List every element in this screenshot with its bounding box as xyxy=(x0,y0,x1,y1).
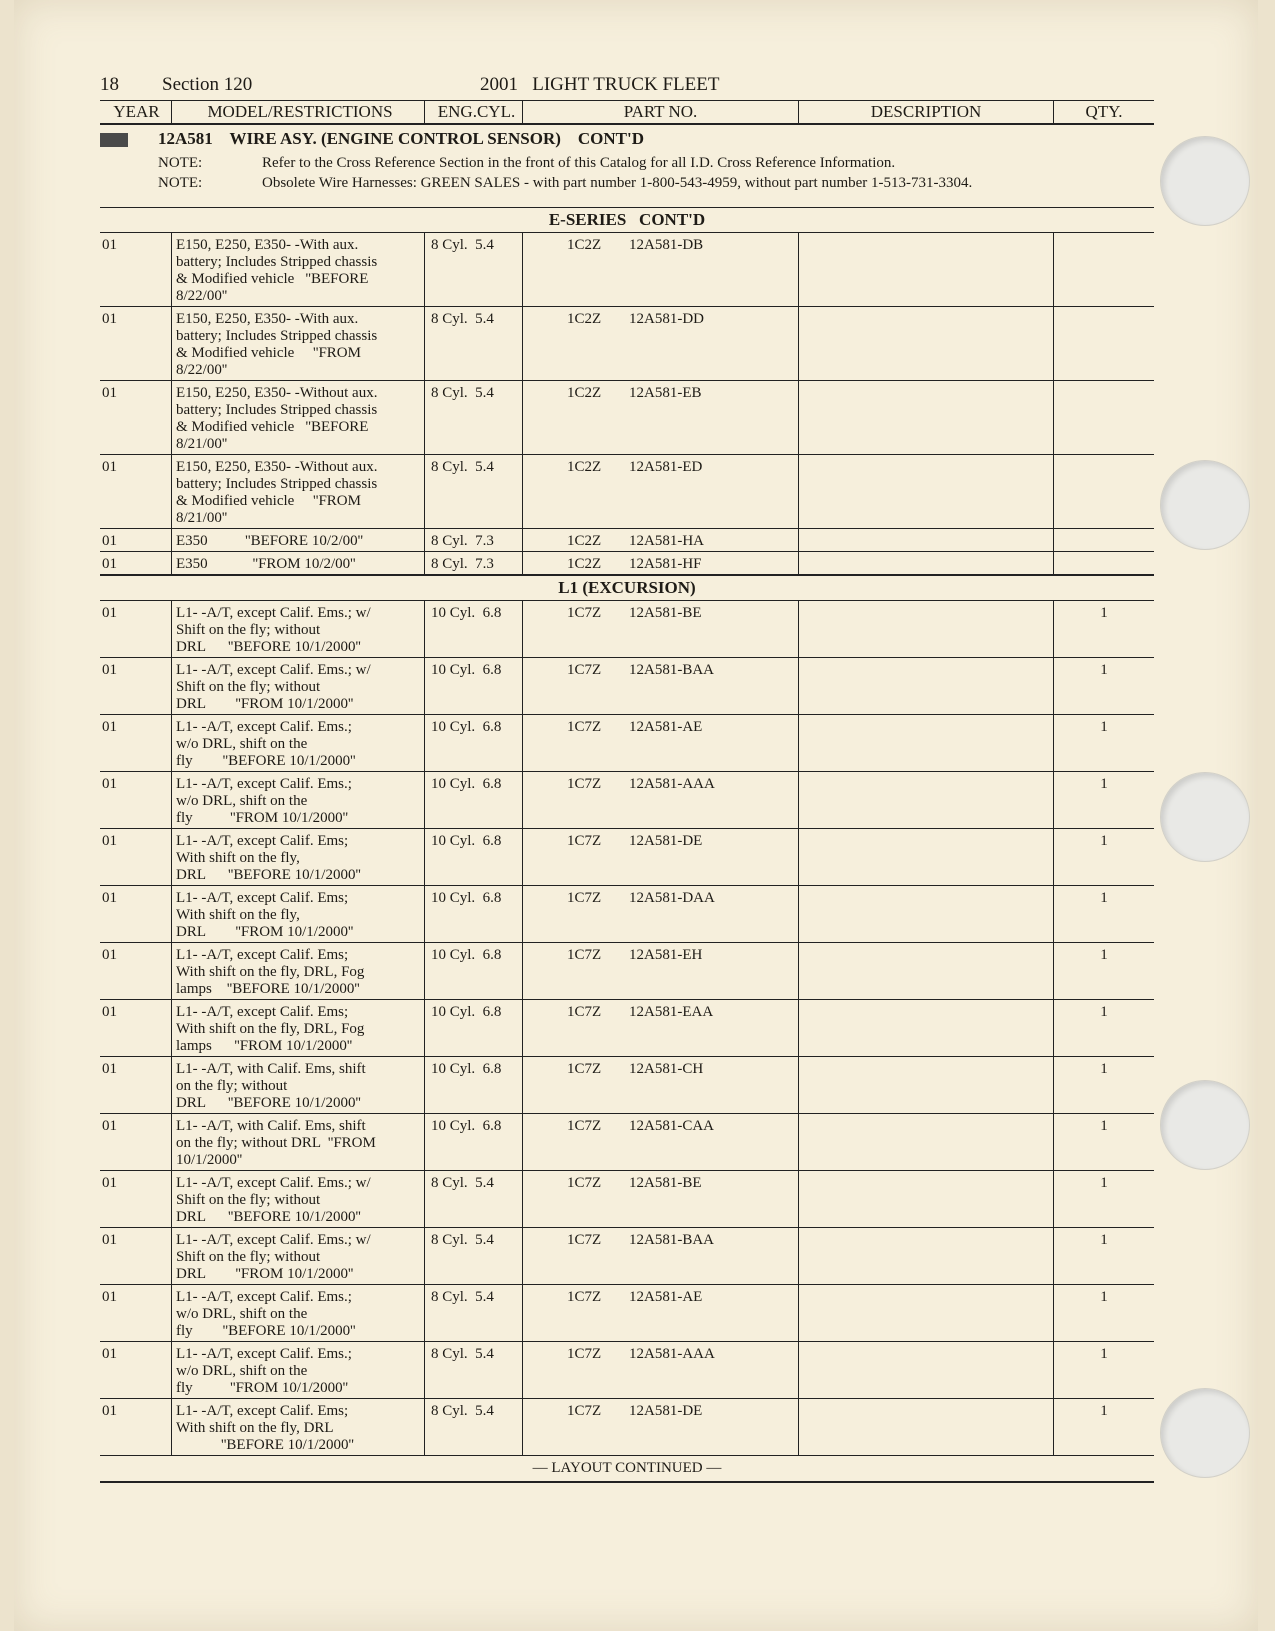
part-number-cell xyxy=(523,529,799,551)
part-prefix: 1C2Z xyxy=(567,311,602,327)
year-cell: 01 xyxy=(100,1114,172,1170)
model-line: E150, E250, E350- -With aux. xyxy=(176,237,359,253)
engine-cell: 10 Cyl. 6.8 xyxy=(425,715,523,771)
model-line: L1- -A/T, except Calif. Ems; xyxy=(176,890,349,906)
column-headers xyxy=(100,100,1154,125)
model-line: battery; Includes Stripped chassis xyxy=(176,402,378,418)
part-prefix: 1C7Z xyxy=(567,719,602,735)
part-number: 12A581-HF xyxy=(629,556,702,572)
model-line: E150, E250, E350- -With aux. xyxy=(176,311,359,327)
year-cell: 01 xyxy=(100,1057,172,1113)
model-line: L1- -A/T, except Calif. Ems; xyxy=(176,1403,349,1419)
model-line: lamps ''FROM 10/1/2000'' xyxy=(176,1038,353,1054)
model-line: & Modified vehicle ''FROM xyxy=(176,493,361,509)
description-cell xyxy=(799,1114,1054,1170)
part-number: 12A581-EAA xyxy=(629,1004,714,1020)
part-number-cell xyxy=(523,1171,799,1227)
model-line: With shift on the fly, xyxy=(176,907,300,923)
part-number-cell xyxy=(523,1114,799,1170)
model-cell xyxy=(172,601,425,657)
model-cell xyxy=(172,1171,425,1227)
model-cell xyxy=(172,307,425,380)
part-number-cell xyxy=(523,381,799,454)
model-cell xyxy=(172,233,425,306)
part-number-cell xyxy=(523,601,799,657)
part-number: 12A581-AE xyxy=(629,1289,703,1305)
qty-cell: 1 xyxy=(1100,662,1108,678)
year-cell: 01 xyxy=(100,455,172,528)
engine-cell: 10 Cyl. 6.8 xyxy=(425,601,523,657)
part-number-cell xyxy=(523,658,799,714)
description-cell xyxy=(799,455,1054,528)
table-row xyxy=(100,233,1154,307)
note-text: Obsolete Wire Harnesses: GREEN SALES - with part number 1-800-543-4959, without part number 1-513-731-3304. xyxy=(262,175,973,191)
engine-cell: 8 Cyl. 5.4 xyxy=(425,381,523,454)
model-line: L1- -A/T, except Calif. Ems.; w/ xyxy=(176,605,371,621)
model-cell xyxy=(172,1285,425,1341)
model-line: L1- -A/T, except Calif. Ems; xyxy=(176,947,349,963)
model-line: L1- -A/T, except Calif. Ems.; w/ xyxy=(176,1175,371,1191)
year-cell: 01 xyxy=(100,772,172,828)
part-number-cell xyxy=(523,1399,799,1455)
engine-cell: 8 Cyl. 5.4 xyxy=(425,307,523,380)
qty-cell: 1 xyxy=(1100,947,1108,963)
model-line: DRL ''BEFORE 10/1/2000'' xyxy=(176,639,361,655)
description-cell xyxy=(799,1171,1054,1227)
model-cell xyxy=(172,1114,425,1170)
section-label: Section 120 xyxy=(162,74,253,95)
part-number: 12A581-BAA xyxy=(629,662,714,678)
description-cell xyxy=(799,601,1054,657)
description-cell xyxy=(799,233,1054,306)
part-number-cell xyxy=(523,552,799,574)
table-row xyxy=(100,829,1154,886)
model-line: 8/22/00'' xyxy=(176,288,228,304)
part-number-cell xyxy=(523,829,799,885)
model-line: L1- -A/T, with Calif. Ems, shift xyxy=(176,1118,366,1134)
part-number: 12A581-AAA xyxy=(629,1346,715,1362)
part-number: 12A581-CAA xyxy=(629,1118,714,1134)
model-line: w/o DRL, shift on the xyxy=(176,1306,308,1322)
part-number: 12A581-DE xyxy=(629,1403,703,1419)
year-cell: 01 xyxy=(100,529,172,551)
table-row xyxy=(100,886,1154,943)
group-marker xyxy=(100,133,128,147)
engine-cell: 8 Cyl. 7.3 xyxy=(425,552,523,574)
table-row xyxy=(100,715,1154,772)
qty-cell: 1 xyxy=(1100,1346,1108,1362)
part-number-cell xyxy=(523,1000,799,1056)
section-title: L1 (EXCURSION) xyxy=(100,575,1154,601)
model-cell xyxy=(172,1342,425,1398)
part-prefix: 1C2Z xyxy=(567,556,602,572)
year-cell: 01 xyxy=(100,307,172,380)
year-cell: 01 xyxy=(100,1399,172,1455)
model-line: With shift on the fly, xyxy=(176,850,300,866)
model-cell xyxy=(172,829,425,885)
qty-cell: 1 xyxy=(1100,1403,1108,1419)
model-line: L1- -A/T, except Calif. Ems; xyxy=(176,1004,349,1020)
model-line: 8/21/00'' xyxy=(176,436,228,452)
binder-hole xyxy=(1160,772,1250,862)
table-row xyxy=(100,1057,1154,1114)
table-row xyxy=(100,529,1154,552)
engine-cell: 8 Cyl. 5.4 xyxy=(425,233,523,306)
binder-hole xyxy=(1160,460,1250,550)
qty-cell: 1 xyxy=(1100,605,1108,621)
model-line: E150, E250, E350- -Without aux. xyxy=(176,459,378,475)
layout-continued: — LAYOUT CONTINUED — xyxy=(532,1460,722,1476)
model-line: DRL ''BEFORE 10/1/2000'' xyxy=(176,867,361,883)
part-prefix: 1C2Z xyxy=(567,459,602,475)
part-number: 12A581-AE xyxy=(629,719,703,735)
part-number-cell xyxy=(523,455,799,528)
table-row xyxy=(100,772,1154,829)
engine-cell: 8 Cyl. 5.4 xyxy=(425,1285,523,1341)
engine-cell: 10 Cyl. 6.8 xyxy=(425,772,523,828)
binder-hole xyxy=(1160,136,1250,226)
year-cell: 01 xyxy=(100,1342,172,1398)
description-cell xyxy=(799,381,1054,454)
year-cell: 01 xyxy=(100,1285,172,1341)
model-line: E150, E250, E350- -Without aux. xyxy=(176,385,378,401)
col-qty: QTY. xyxy=(1085,102,1123,121)
table-row xyxy=(100,1285,1154,1342)
model-cell xyxy=(172,1228,425,1284)
year-cell: 01 xyxy=(100,1228,172,1284)
note-text: Refer to the Cross Reference Section in the front of this Catalog for all I.D. Cross Reference Information. xyxy=(262,155,896,171)
part-prefix: 1C7Z xyxy=(567,1004,602,1020)
qty-cell xyxy=(1054,552,1154,574)
model-line: L1- -A/T, except Calif. Ems.; w/ xyxy=(176,662,371,678)
table-row xyxy=(100,943,1154,1000)
table-row xyxy=(100,1399,1154,1456)
description-cell xyxy=(799,529,1054,551)
engine-cell: 10 Cyl. 6.8 xyxy=(425,1057,523,1113)
description-cell xyxy=(799,658,1054,714)
table-row xyxy=(100,381,1154,455)
model-line: ''BEFORE 10/1/2000'' xyxy=(176,1437,354,1453)
model-cell xyxy=(172,715,425,771)
model-line: w/o DRL, shift on the xyxy=(176,736,308,752)
model-line: L1- -A/T, with Calif. Ems, shift xyxy=(176,1061,366,1077)
section-title: E-SERIES CONT'D xyxy=(100,207,1154,233)
table-row xyxy=(100,552,1154,575)
model-line: & Modified vehicle ''BEFORE xyxy=(176,271,369,287)
part-number-cell xyxy=(523,1342,799,1398)
part-prefix: 1C7Z xyxy=(567,605,602,621)
part-number-cell xyxy=(523,715,799,771)
model-line: L1- -A/T, except Calif. Ems.; xyxy=(176,719,352,735)
part-number: 12A581-EH xyxy=(629,947,703,963)
qty-cell xyxy=(1054,529,1154,551)
part-number: 12A581-CH xyxy=(629,1061,704,1077)
model-cell xyxy=(172,886,425,942)
model-cell xyxy=(172,943,425,999)
model-line: & Modified vehicle ''FROM xyxy=(176,345,361,361)
description-cell xyxy=(799,1342,1054,1398)
engine-cell: 10 Cyl. 6.8 xyxy=(425,1000,523,1056)
qty-cell xyxy=(1054,233,1154,306)
model-line: With shift on the fly, DRL, Fog xyxy=(176,964,365,980)
model-cell xyxy=(172,455,425,528)
table-row xyxy=(100,1228,1154,1285)
model-line: Shift on the fly; without xyxy=(176,622,321,638)
part-number: 12A581-DB xyxy=(629,237,704,253)
model-line: lamps ''BEFORE 10/1/2000'' xyxy=(176,981,360,997)
note-2 xyxy=(158,175,972,192)
part-number: 12A581-DAA xyxy=(629,890,715,906)
engine-cell: 8 Cyl. 5.4 xyxy=(425,1171,523,1227)
note-label: NOTE: xyxy=(158,175,203,191)
table-row xyxy=(100,1000,1154,1057)
model-line: battery; Includes Stripped chassis xyxy=(176,328,378,344)
part-group-title: 12A581 WIRE ASY. (ENGINE CONTROL SENSOR) CONT'D xyxy=(158,129,645,148)
part-number: 12A581-HA xyxy=(629,533,704,549)
qty-cell xyxy=(1054,455,1154,528)
page-number: 18 xyxy=(100,74,119,95)
engine-cell: 10 Cyl. 6.8 xyxy=(425,886,523,942)
part-number: 12A581-ED xyxy=(629,459,703,475)
part-prefix: 1C7Z xyxy=(567,1118,602,1134)
table-row xyxy=(100,601,1154,658)
qty-cell: 1 xyxy=(1100,890,1108,906)
qty-cell: 1 xyxy=(1100,1118,1108,1134)
engine-cell: 8 Cyl. 5.4 xyxy=(425,1399,523,1455)
col-year: YEAR xyxy=(100,101,172,123)
model-line: L1- -A/T, except Calif. Ems.; xyxy=(176,1289,352,1305)
year-cell: 01 xyxy=(100,552,172,574)
part-number-cell xyxy=(523,233,799,306)
description-cell xyxy=(799,1000,1054,1056)
catalog-page xyxy=(14,0,1258,1631)
col-desc: DESCRIPTION xyxy=(799,101,1054,123)
model-line: Shift on the fly; without xyxy=(176,1192,321,1208)
footer-rule xyxy=(100,1481,1154,1483)
description-cell xyxy=(799,943,1054,999)
model-line: on the fly; without DRL ''FROM xyxy=(176,1135,376,1151)
model-line: E350 ''BEFORE 10/2/00'' xyxy=(176,533,364,549)
table-row xyxy=(100,1171,1154,1228)
year-cell: 01 xyxy=(100,1000,172,1056)
model-cell xyxy=(172,552,425,574)
part-number-cell xyxy=(523,1285,799,1341)
description-cell xyxy=(799,1399,1054,1455)
part-group-header xyxy=(100,125,1154,207)
model-line: E350 ''FROM 10/2/00'' xyxy=(176,556,356,572)
part-prefix: 1C7Z xyxy=(567,833,602,849)
part-number: 12A581-BAA xyxy=(629,1232,714,1248)
model-line: battery; Includes Stripped chassis xyxy=(176,476,378,492)
engine-cell: 8 Cyl. 5.4 xyxy=(425,455,523,528)
part-prefix: 1C7Z xyxy=(567,1346,602,1362)
description-cell xyxy=(799,552,1054,574)
qty-cell: 1 xyxy=(1100,1175,1108,1191)
description-cell xyxy=(799,1057,1054,1113)
note-label: NOTE: xyxy=(158,155,203,171)
qty-cell: 1 xyxy=(1100,833,1108,849)
part-prefix: 1C7Z xyxy=(567,1061,602,1077)
table-body xyxy=(100,207,1154,1456)
part-prefix: 1C7Z xyxy=(567,662,602,678)
description-cell xyxy=(799,715,1054,771)
model-cell xyxy=(172,658,425,714)
part-prefix: 1C7Z xyxy=(567,1403,602,1419)
qty-cell: 1 xyxy=(1100,1004,1108,1020)
model-line: fly ''FROM 10/1/2000'' xyxy=(176,810,349,826)
part-prefix: 1C2Z xyxy=(567,533,602,549)
binder-hole xyxy=(1160,1388,1250,1478)
part-number-cell xyxy=(523,1057,799,1113)
part-prefix: 1C7Z xyxy=(567,947,602,963)
qty-cell xyxy=(1054,381,1154,454)
part-prefix: 1C7Z xyxy=(567,1232,602,1248)
part-prefix: 1C7Z xyxy=(567,776,602,792)
model-cell xyxy=(172,1399,425,1455)
year-cell: 01 xyxy=(100,381,172,454)
model-line: fly ''BEFORE 10/1/2000'' xyxy=(176,1323,356,1339)
part-prefix: 1C7Z xyxy=(567,1175,602,1191)
engine-cell: 8 Cyl. 5.4 xyxy=(425,1342,523,1398)
model-line: DRL ''BEFORE 10/1/2000'' xyxy=(176,1209,361,1225)
year-cell: 01 xyxy=(100,829,172,885)
model-line: DRL ''BEFORE 10/1/2000'' xyxy=(176,1095,361,1111)
description-cell xyxy=(799,307,1054,380)
description-cell xyxy=(799,1285,1054,1341)
model-line: battery; Includes Stripped chassis xyxy=(176,254,378,270)
table-row xyxy=(100,1342,1154,1399)
col-model: MODEL/RESTRICTIONS xyxy=(172,101,425,123)
model-line: DRL ''FROM 10/1/2000'' xyxy=(176,924,354,940)
catalog-title: 2001 LIGHT TRUCK FLEET xyxy=(480,74,720,95)
part-prefix: 1C7Z xyxy=(567,1289,602,1305)
part-prefix: 1C2Z xyxy=(567,385,602,401)
part-number-cell xyxy=(523,943,799,999)
engine-cell: 10 Cyl. 6.8 xyxy=(425,943,523,999)
part-number: 12A581-DE xyxy=(629,833,703,849)
col-eng: ENG.CYL. xyxy=(425,101,523,123)
table-row xyxy=(100,455,1154,529)
year-cell: 01 xyxy=(100,658,172,714)
model-line: With shift on the fly, DRL xyxy=(176,1420,334,1436)
model-line: & Modified vehicle ''BEFORE xyxy=(176,419,369,435)
engine-cell: 10 Cyl. 6.8 xyxy=(425,829,523,885)
model-line: L1- -A/T, except Calif. Ems.; w/ xyxy=(176,1232,371,1248)
model-line: Shift on the fly; without xyxy=(176,1249,321,1265)
part-number-cell xyxy=(523,307,799,380)
year-cell: 01 xyxy=(100,233,172,306)
engine-cell: 8 Cyl. 5.4 xyxy=(425,1228,523,1284)
model-line: w/o DRL, shift on the xyxy=(176,1363,308,1379)
model-line: on the fly; without xyxy=(176,1078,288,1094)
part-number: 12A581-BE xyxy=(629,1175,702,1191)
qty-cell: 1 xyxy=(1100,1289,1108,1305)
part-number-cell xyxy=(523,886,799,942)
model-line: 10/1/2000'' xyxy=(176,1152,243,1168)
model-line: fly ''FROM 10/1/2000'' xyxy=(176,1380,349,1396)
part-prefix: 1C7Z xyxy=(567,890,602,906)
model-line: DRL ''FROM 10/1/2000'' xyxy=(176,696,354,712)
model-line: L1- -A/T, except Calif. Ems; xyxy=(176,833,349,849)
page-header xyxy=(100,68,1140,96)
qty-cell xyxy=(1054,307,1154,380)
year-cell: 01 xyxy=(100,715,172,771)
part-number-cell xyxy=(523,772,799,828)
description-cell xyxy=(799,829,1054,885)
binder-hole xyxy=(1160,1080,1250,1170)
engine-cell: 10 Cyl. 6.8 xyxy=(425,1114,523,1170)
model-line: DRL ''FROM 10/1/2000'' xyxy=(176,1266,354,1282)
model-line: fly ''BEFORE 10/1/2000'' xyxy=(176,753,356,769)
model-line: L1- -A/T, except Calif. Ems.; xyxy=(176,776,352,792)
model-cell xyxy=(172,381,425,454)
description-cell xyxy=(799,772,1054,828)
model-line: Shift on the fly; without xyxy=(176,679,321,695)
description-cell xyxy=(799,1228,1054,1284)
part-number-cell xyxy=(523,1228,799,1284)
col-part: PART NO. xyxy=(523,101,799,123)
year-cell: 01 xyxy=(100,601,172,657)
part-number: 12A581-AAA xyxy=(629,776,715,792)
year-cell: 01 xyxy=(100,943,172,999)
parts-table xyxy=(100,100,1154,1483)
qty-cell: 1 xyxy=(1100,719,1108,735)
model-line: With shift on the fly, DRL, Fog xyxy=(176,1021,365,1037)
part-number: 12A581-EB xyxy=(629,385,702,401)
part-prefix: 1C2Z xyxy=(567,237,602,253)
qty-cell: 1 xyxy=(1100,776,1108,792)
model-line: 8/22/00'' xyxy=(176,362,228,378)
model-cell xyxy=(172,1057,425,1113)
qty-cell: 1 xyxy=(1100,1061,1108,1077)
model-cell xyxy=(172,529,425,551)
model-line: w/o DRL, shift on the xyxy=(176,793,308,809)
engine-cell: 8 Cyl. 7.3 xyxy=(425,529,523,551)
model-line: L1- -A/T, except Calif. Ems.; xyxy=(176,1346,352,1362)
model-cell xyxy=(172,772,425,828)
description-cell xyxy=(799,886,1054,942)
table-row xyxy=(100,307,1154,381)
model-line: 8/21/00'' xyxy=(176,510,228,526)
note-1 xyxy=(158,155,895,172)
engine-cell: 10 Cyl. 6.8 xyxy=(425,658,523,714)
table-row xyxy=(100,658,1154,715)
year-cell: 01 xyxy=(100,886,172,942)
part-number: 12A581-BE xyxy=(629,605,702,621)
table-row xyxy=(100,1114,1154,1171)
model-cell xyxy=(172,1000,425,1056)
year-cell: 01 xyxy=(100,1171,172,1227)
part-number: 12A581-DD xyxy=(629,311,704,327)
qty-cell: 1 xyxy=(1100,1232,1108,1248)
